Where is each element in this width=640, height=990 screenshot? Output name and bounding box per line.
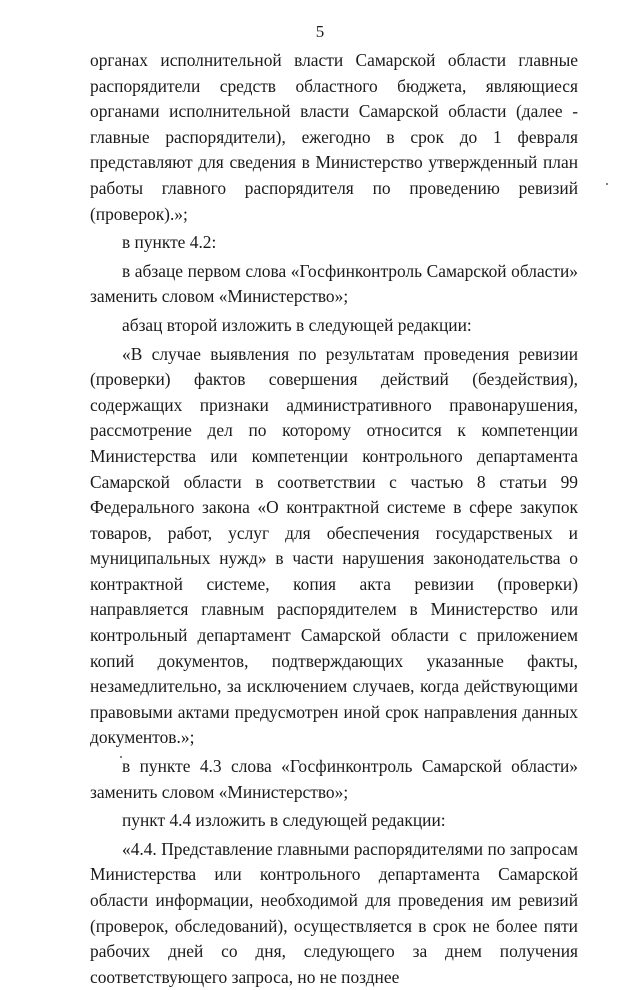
- scan-speck: [120, 756, 122, 758]
- paragraph-item-4-4-intro: пункт 4.4 изложить в следующей редакции:: [122, 810, 446, 831]
- paragraph-quoted-text: «В случае выявления по результатам проведения ревизии (проверки) фактов совершения действий (бездействия), содержащих признаки административного правонарушения, рассмотрение дел по которому относится к компетенции Министерства или компетенции контрольного департамента Самарской области в соответствии с частью 8 статьи 99 Федерального закона «О контрактной системе в сфере закупок товаров, работ, услуг для обеспечения государственых и муниципальных нужд» в части нарушения законодательства о контрактной системе, копия акта ревизии (проверки) направляется главным распорядителем в Министерство или контрольный департамент Самарской области с приложением копий документов, подтверждающих указанные факты, незамедлительно, за исключением случаев, когда действующими правовыми актами предусмотрен иной срок направления данных документов.»;: [90, 343, 578, 748]
- scan-speck: [606, 183, 608, 185]
- document-body: [90, 48, 578, 990]
- paragraph-continuation: органах исполнительной власти Самарской области главные распорядители средств областного бюджета, являющиеся органами исполнительной власти Самарской области (далее - главные распорядители), ежегодно в срок до 1 февраля представляют для сведения в Министерство утвержденный план работы главного распорядителя по проведению ревизий (проверок).»;: [90, 50, 578, 224]
- paragraph-item-4-2: в пункте 4.2:: [122, 232, 217, 253]
- page-number: 5: [315, 22, 325, 41]
- paragraph-item-4-3: в пункте 4.3 слова «Госфинконтроль Самарской области» заменить словом «Министерство»;: [90, 756, 578, 802]
- paragraph-second-abzac: абзац второй изложить в следующей редакции:: [122, 314, 472, 335]
- paragraph-item-4-4-text: «4.4. Представление главными распорядителями по запросам Министерства или контрольного департамента Самарской области информации, необходимой для проведения им ревизий (проверок, обследований), осуществляется в срок не более пяти рабочих дней со дня, следующего за днем получения соответствующего запроса, но не позднее: [90, 838, 578, 987]
- paragraph-first-abzac: в абзаце первом слова «Госфинконтроль Самарской области» заменить словом «Министерство»;: [90, 260, 578, 307]
